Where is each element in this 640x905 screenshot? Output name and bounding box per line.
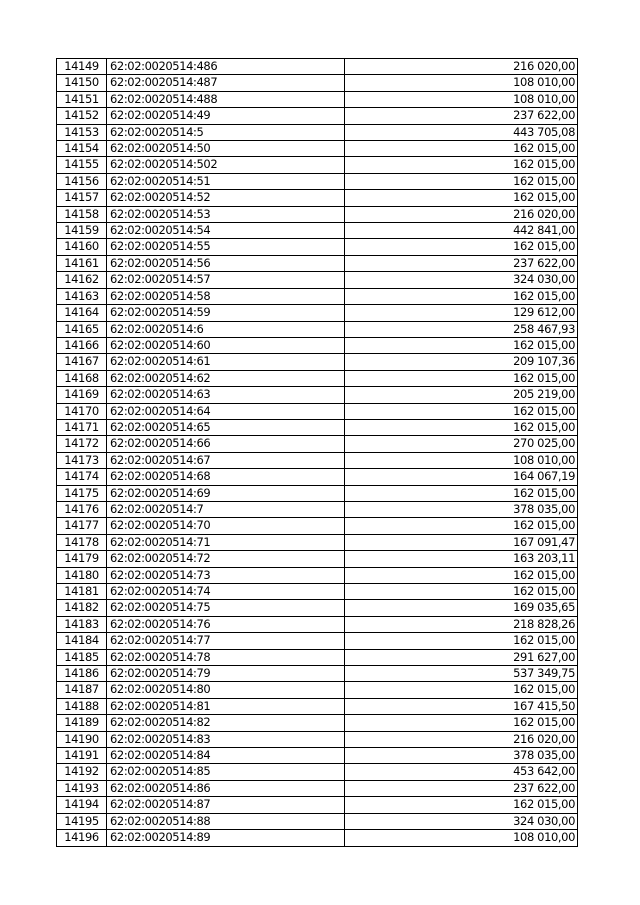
table-row — [57, 124, 578, 140]
cadastral-number-cell: 62:02:0020514:79 — [107, 666, 345, 682]
cadastral-number-cell: 62:02:0020514:56 — [107, 255, 345, 271]
table-row — [57, 272, 578, 288]
table-row — [57, 731, 578, 747]
row-number-cell: 14181 — [57, 584, 107, 600]
row-number-cell: 14186 — [57, 666, 107, 682]
table-row — [57, 108, 578, 124]
cadastral-number-cell: 62:02:0020514:55 — [107, 239, 345, 255]
row-number-cell: 14179 — [57, 551, 107, 567]
table-row — [57, 239, 578, 255]
cadastral-number-cell: 62:02:0020514:7 — [107, 501, 345, 517]
table-row — [57, 715, 578, 731]
table-row — [57, 600, 578, 616]
cadastral-value-cell: 324 030,00 — [345, 272, 578, 288]
table-row — [57, 584, 578, 600]
table-row — [57, 91, 578, 107]
cadastral-number-cell: 62:02:0020514:502 — [107, 157, 345, 173]
cadastral-value-cell: 167 415,50 — [345, 698, 578, 714]
cadastral-number-cell: 62:02:0020514:61 — [107, 354, 345, 370]
row-number-cell: 14177 — [57, 518, 107, 534]
cadastral-value-cell: 237 622,00 — [345, 780, 578, 796]
cadastral-value-cell: 162 015,00 — [345, 419, 578, 435]
cadastral-value-cell: 162 015,00 — [345, 239, 578, 255]
cadastral-number-cell: 62:02:0020514:49 — [107, 108, 345, 124]
row-number-cell: 14153 — [57, 124, 107, 140]
cadastral-value-cell: 163 203,11 — [345, 551, 578, 567]
cadastral-number-cell: 62:02:0020514:57 — [107, 272, 345, 288]
cadastral-value-cell: 162 015,00 — [345, 518, 578, 534]
row-number-cell: 14192 — [57, 764, 107, 780]
cadastral-value-cell: 218 828,26 — [345, 616, 578, 632]
table-row — [57, 748, 578, 764]
table-row — [57, 682, 578, 698]
table-row — [57, 485, 578, 501]
table-row — [57, 255, 578, 271]
row-number-cell: 14183 — [57, 616, 107, 632]
cadastral-number-cell: 62:02:0020514:6 — [107, 321, 345, 337]
cadastral-number-cell: 62:02:0020514:66 — [107, 436, 345, 452]
row-number-cell: 14150 — [57, 75, 107, 91]
row-number-cell: 14157 — [57, 190, 107, 206]
cadastral-value-cell: 443 705,08 — [345, 124, 578, 140]
cadastral-value-cell: 108 010,00 — [345, 452, 578, 468]
cadastral-value-cell: 162 015,00 — [345, 190, 578, 206]
table-row — [57, 797, 578, 813]
cadastral-number-cell: 62:02:0020514:76 — [107, 616, 345, 632]
row-number-cell: 14151 — [57, 91, 107, 107]
cadastral-number-cell: 62:02:0020514:81 — [107, 698, 345, 714]
cadastral-number-cell: 62:02:0020514:74 — [107, 584, 345, 600]
cadastral-number-cell: 62:02:0020514:72 — [107, 551, 345, 567]
cadastral-number-cell: 62:02:0020514:67 — [107, 452, 345, 468]
cadastral-number-cell: 62:02:0020514:486 — [107, 59, 345, 75]
cadastral-number-cell: 62:02:0020514:82 — [107, 715, 345, 731]
row-number-cell: 14180 — [57, 567, 107, 583]
table-row — [57, 305, 578, 321]
row-number-cell: 14169 — [57, 387, 107, 403]
row-number-cell: 14158 — [57, 206, 107, 222]
cadastral-value-cell: 378 035,00 — [345, 501, 578, 517]
table-row — [57, 59, 578, 75]
cadastral-number-cell: 62:02:0020514:86 — [107, 780, 345, 796]
table-row — [57, 649, 578, 665]
row-number-cell: 14173 — [57, 452, 107, 468]
row-number-cell: 14165 — [57, 321, 107, 337]
cadastral-value-cell: 108 010,00 — [345, 830, 578, 846]
cadastral-number-cell: 62:02:0020514:64 — [107, 403, 345, 419]
table-row — [57, 419, 578, 435]
cadastral-number-cell: 62:02:0020514:73 — [107, 567, 345, 583]
table-row — [57, 567, 578, 583]
cadastral-number-cell: 62:02:0020514:51 — [107, 173, 345, 189]
cadastral-value-cell: 162 015,00 — [345, 288, 578, 304]
cadastral-number-cell: 62:02:0020514:78 — [107, 649, 345, 665]
cadastral-value-cell: 162 015,00 — [345, 633, 578, 649]
row-number-cell: 14166 — [57, 337, 107, 353]
table-row — [57, 190, 578, 206]
row-number-cell: 14154 — [57, 141, 107, 157]
row-number-cell: 14149 — [57, 59, 107, 75]
cadastral-number-cell: 62:02:0020514:89 — [107, 830, 345, 846]
table-row — [57, 469, 578, 485]
cadastral-number-cell: 62:02:0020514:487 — [107, 75, 345, 91]
cadastral-value-cell: 167 091,47 — [345, 534, 578, 550]
row-number-cell: 14156 — [57, 173, 107, 189]
cadastral-value-cell: 205 219,00 — [345, 387, 578, 403]
row-number-cell: 14168 — [57, 370, 107, 386]
cadastral-number-cell: 62:02:0020514:52 — [107, 190, 345, 206]
cadastral-value-cell: 162 015,00 — [345, 715, 578, 731]
cadastral-number-cell: 62:02:0020514:70 — [107, 518, 345, 534]
row-number-cell: 14174 — [57, 469, 107, 485]
row-number-cell: 14164 — [57, 305, 107, 321]
cadastral-value-cell: 237 622,00 — [345, 255, 578, 271]
row-number-cell: 14171 — [57, 419, 107, 435]
cadastral-number-cell: 62:02:0020514:62 — [107, 370, 345, 386]
table-body — [57, 59, 578, 847]
cadastral-value-cell: 291 627,00 — [345, 649, 578, 665]
row-number-cell: 14196 — [57, 830, 107, 846]
cadastral-value-cell: 162 015,00 — [345, 797, 578, 813]
row-number-cell: 14194 — [57, 797, 107, 813]
cadastral-value-cell: 270 025,00 — [345, 436, 578, 452]
table-row — [57, 403, 578, 419]
cadastral-value-cell: 164 067,19 — [345, 469, 578, 485]
row-number-cell: 14190 — [57, 731, 107, 747]
row-number-cell: 14172 — [57, 436, 107, 452]
table-row — [57, 666, 578, 682]
cadastral-value-cell: 162 015,00 — [345, 141, 578, 157]
cadastral-value-cell: 216 020,00 — [345, 206, 578, 222]
cadastral-number-cell: 62:02:0020514:77 — [107, 633, 345, 649]
cadastral-number-cell: 62:02:0020514:5 — [107, 124, 345, 140]
cadastral-number-cell: 62:02:0020514:88 — [107, 813, 345, 829]
cadastral-number-cell: 62:02:0020514:50 — [107, 141, 345, 157]
table-row — [57, 157, 578, 173]
row-number-cell: 14163 — [57, 288, 107, 304]
row-number-cell: 14187 — [57, 682, 107, 698]
cadastral-value-cell: 108 010,00 — [345, 75, 578, 91]
row-number-cell: 14175 — [57, 485, 107, 501]
row-number-cell: 14191 — [57, 748, 107, 764]
table-row — [57, 354, 578, 370]
cadastral-number-cell: 62:02:0020514:53 — [107, 206, 345, 222]
cadastral-number-cell: 62:02:0020514:75 — [107, 600, 345, 616]
row-number-cell: 14188 — [57, 698, 107, 714]
table-row — [57, 436, 578, 452]
cadastral-value-cell: 162 015,00 — [345, 485, 578, 501]
table-row — [57, 173, 578, 189]
cadastral-number-cell: 62:02:0020514:60 — [107, 337, 345, 353]
row-number-cell: 14167 — [57, 354, 107, 370]
row-number-cell: 14185 — [57, 649, 107, 665]
cadastral-number-cell: 62:02:0020514:80 — [107, 682, 345, 698]
table-row — [57, 764, 578, 780]
row-number-cell: 14159 — [57, 223, 107, 239]
cadastral-number-cell: 62:02:0020514:71 — [107, 534, 345, 550]
cadastral-number-cell: 62:02:0020514:488 — [107, 91, 345, 107]
table-row — [57, 616, 578, 632]
table-row — [57, 141, 578, 157]
table-row — [57, 501, 578, 517]
table-row — [57, 813, 578, 829]
row-number-cell: 14152 — [57, 108, 107, 124]
cadastral-number-cell: 62:02:0020514:63 — [107, 387, 345, 403]
cadastral-number-cell: 62:02:0020514:69 — [107, 485, 345, 501]
table-row — [57, 633, 578, 649]
table-row — [57, 321, 578, 337]
row-number-cell: 14176 — [57, 501, 107, 517]
cadastral-value-cell: 237 622,00 — [345, 108, 578, 124]
row-number-cell: 14193 — [57, 780, 107, 796]
row-number-cell: 14155 — [57, 157, 107, 173]
cadastral-value-cell: 453 642,00 — [345, 764, 578, 780]
cadastral-value-cell: 216 020,00 — [345, 59, 578, 75]
table-row — [57, 288, 578, 304]
row-number-cell: 14195 — [57, 813, 107, 829]
cadastral-number-cell: 62:02:0020514:58 — [107, 288, 345, 304]
table-row — [57, 830, 578, 846]
table-row — [57, 698, 578, 714]
cadastral-value-cell: 108 010,00 — [345, 91, 578, 107]
cadastral-number-cell: 62:02:0020514:65 — [107, 419, 345, 435]
table-row — [57, 387, 578, 403]
cadastral-value-cell: 162 015,00 — [345, 370, 578, 386]
cadastral-value-cell: 258 467,93 — [345, 321, 578, 337]
cadastral-number-cell: 62:02:0020514:84 — [107, 748, 345, 764]
cadastral-value-table — [56, 58, 578, 847]
table-row — [57, 75, 578, 91]
cadastral-value-cell: 162 015,00 — [345, 584, 578, 600]
table-row — [57, 780, 578, 796]
row-number-cell: 14189 — [57, 715, 107, 731]
cadastral-value-cell: 169 035,65 — [345, 600, 578, 616]
cadastral-value-cell: 209 107,36 — [345, 354, 578, 370]
cadastral-value-cell: 162 015,00 — [345, 567, 578, 583]
cadastral-value-cell: 324 030,00 — [345, 813, 578, 829]
row-number-cell: 14161 — [57, 255, 107, 271]
cadastral-number-cell: 62:02:0020514:83 — [107, 731, 345, 747]
table-row — [57, 370, 578, 386]
row-number-cell: 14182 — [57, 600, 107, 616]
cadastral-number-cell: 62:02:0020514:54 — [107, 223, 345, 239]
cadastral-value-cell: 216 020,00 — [345, 731, 578, 747]
table-row — [57, 534, 578, 550]
table-row — [57, 206, 578, 222]
table-row — [57, 223, 578, 239]
table-row — [57, 452, 578, 468]
cadastral-value-cell: 378 035,00 — [345, 748, 578, 764]
cadastral-value-cell: 537 349,75 — [345, 666, 578, 682]
cadastral-value-cell: 162 015,00 — [345, 682, 578, 698]
table-row — [57, 551, 578, 567]
cadastral-number-cell: 62:02:0020514:59 — [107, 305, 345, 321]
table-row — [57, 518, 578, 534]
row-number-cell: 14184 — [57, 633, 107, 649]
cadastral-value-cell: 162 015,00 — [345, 337, 578, 353]
row-number-cell: 14160 — [57, 239, 107, 255]
cadastral-value-cell: 162 015,00 — [345, 157, 578, 173]
cadastral-value-cell: 162 015,00 — [345, 173, 578, 189]
cadastral-number-cell: 62:02:0020514:68 — [107, 469, 345, 485]
row-number-cell: 14178 — [57, 534, 107, 550]
row-number-cell: 14162 — [57, 272, 107, 288]
cadastral-number-cell: 62:02:0020514:87 — [107, 797, 345, 813]
cadastral-value-cell: 129 612,00 — [345, 305, 578, 321]
table-row — [57, 337, 578, 353]
row-number-cell: 14170 — [57, 403, 107, 419]
cadastral-value-cell: 442 841,00 — [345, 223, 578, 239]
cadastral-value-cell: 162 015,00 — [345, 403, 578, 419]
cadastral-number-cell: 62:02:0020514:85 — [107, 764, 345, 780]
